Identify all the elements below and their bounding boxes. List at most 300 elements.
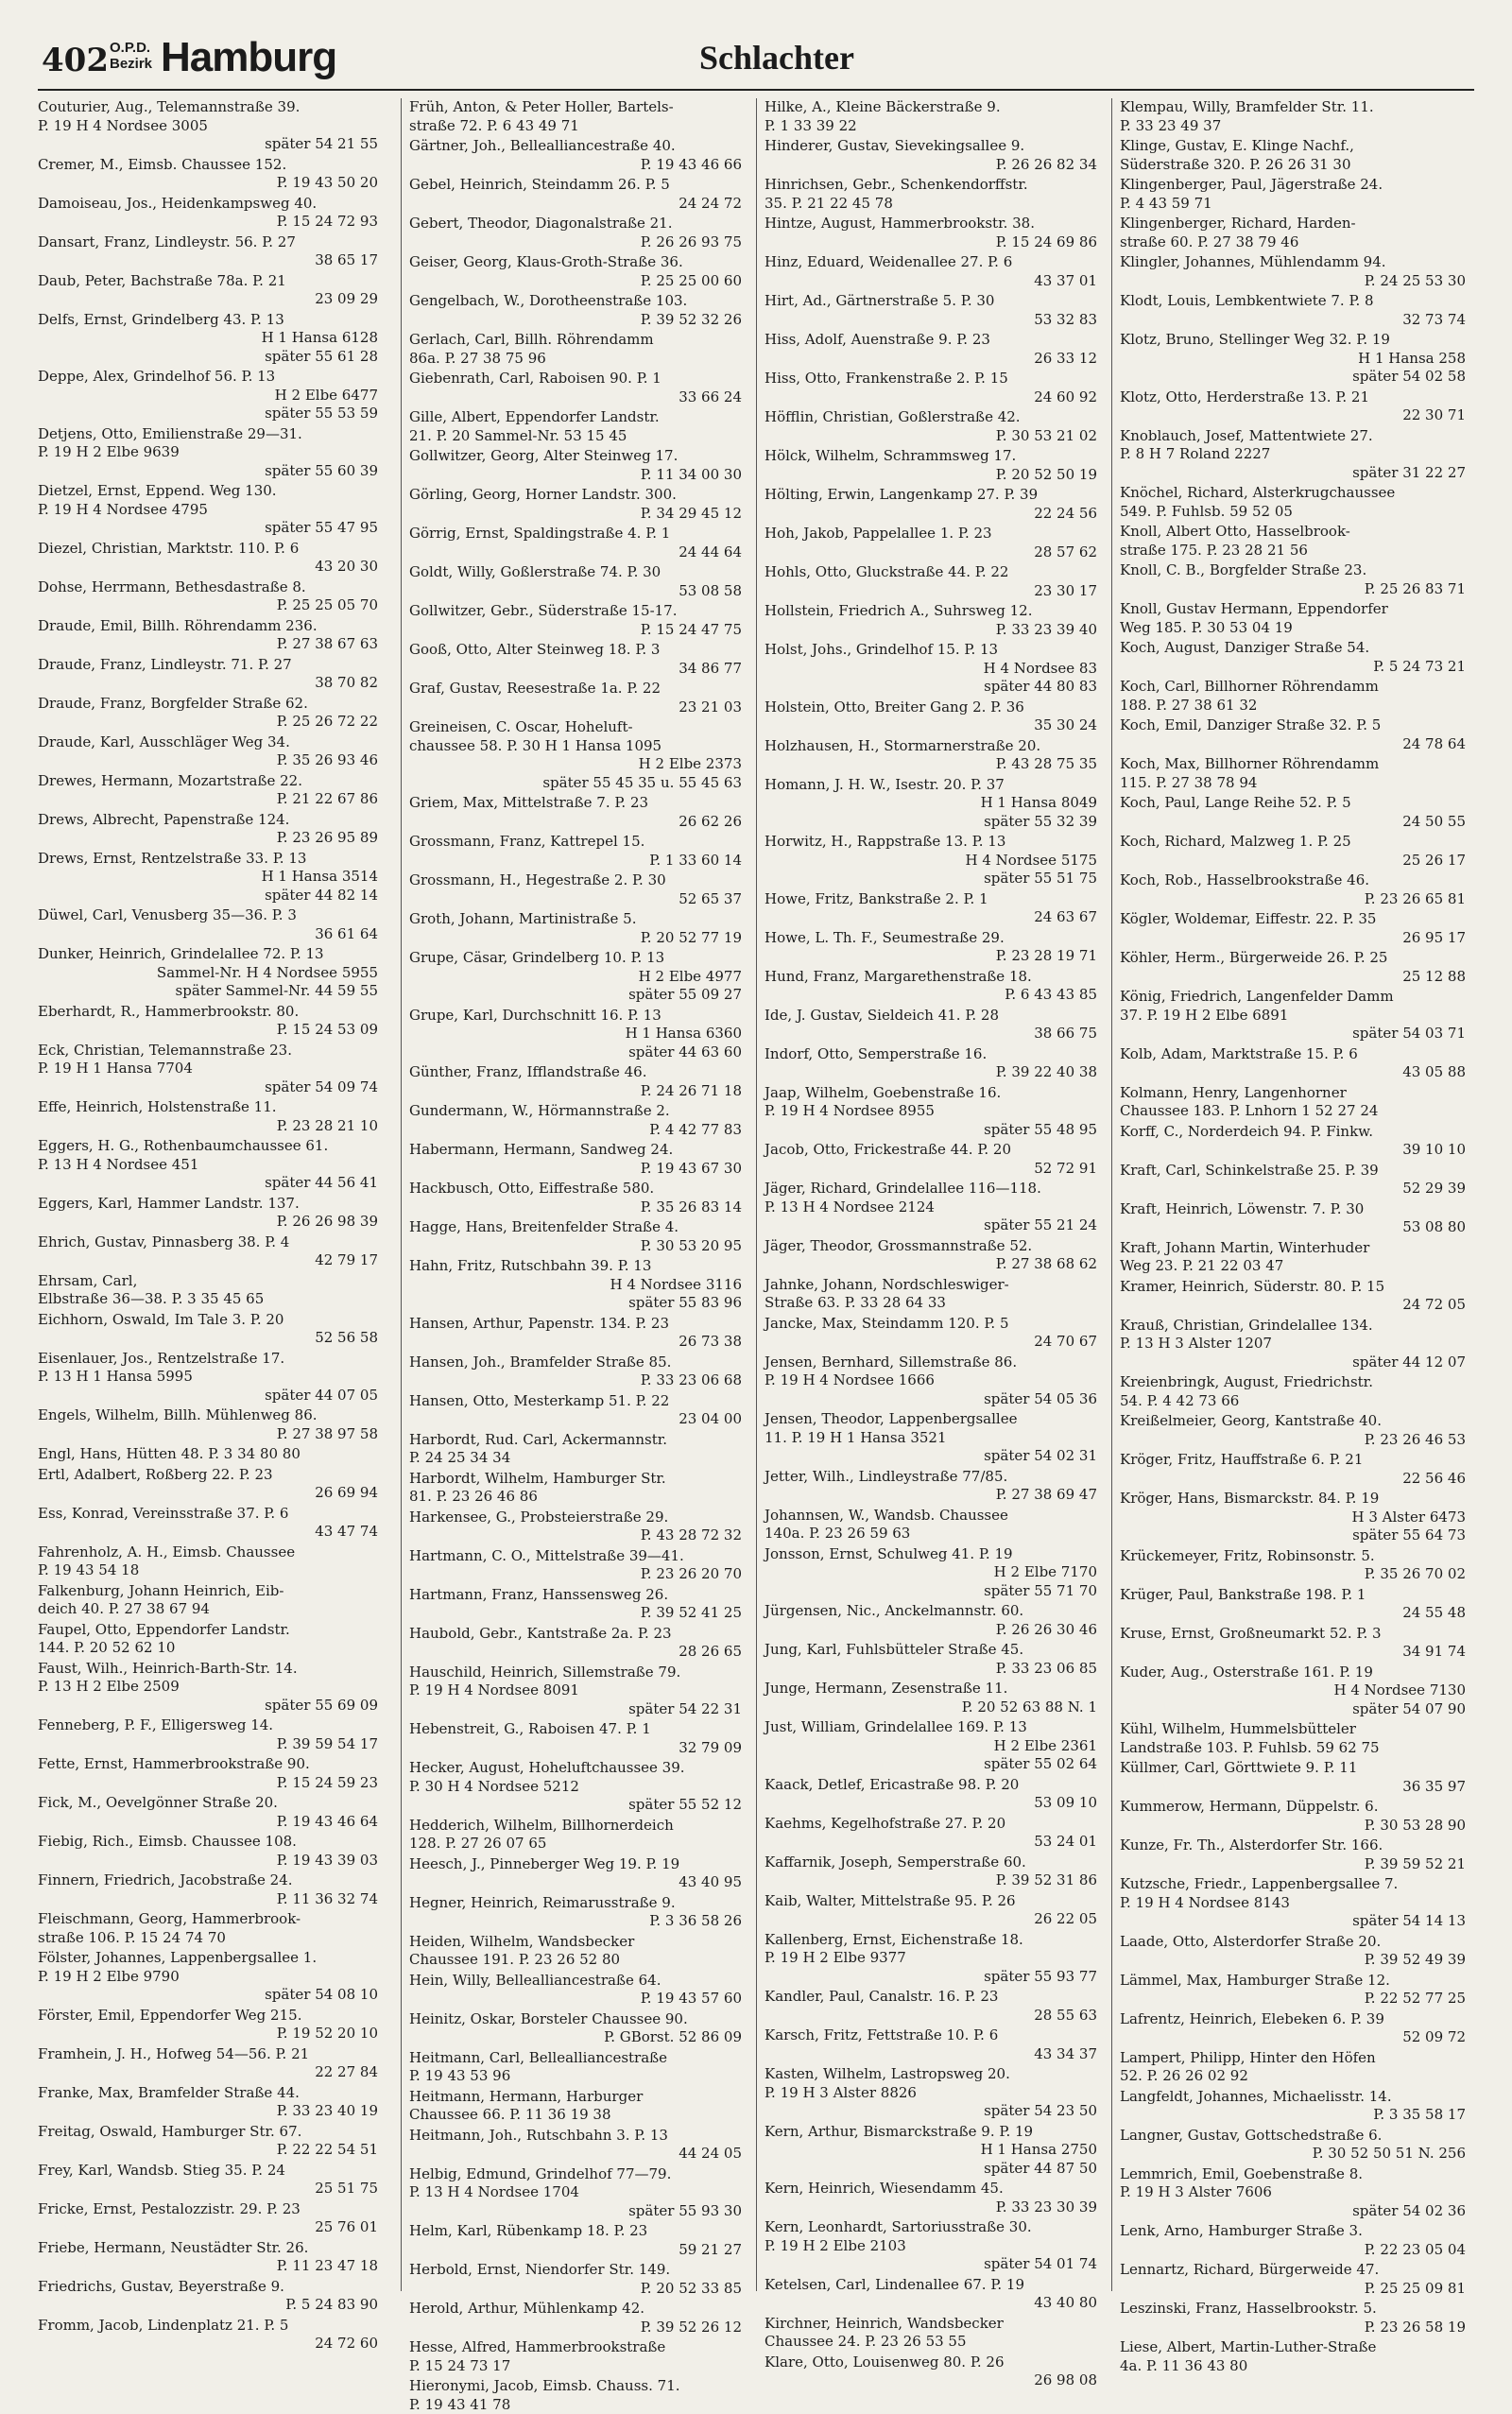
entry-detail-line: 24 72 60 xyxy=(38,2335,389,2354)
entry-detail-line: P. 33 23 40 19 xyxy=(38,2102,389,2121)
entry-name-line: Klinge, Gustav, E. Klinge Nachf., xyxy=(1120,137,1477,156)
directory-entry xyxy=(409,949,753,1005)
entry-detail-line: P. 11 36 32 74 xyxy=(38,1890,389,1909)
directory-entry xyxy=(38,1910,389,1947)
entry-name-line: Jahnke, Johann, Nordschleswiger- xyxy=(765,1276,1108,1295)
directory-entry xyxy=(409,1218,753,1255)
entry-name-line: Hinrichsen, Gebr., Schenkendorffstr. xyxy=(765,176,1108,195)
entry-name-line: Fölster, Johannes, Lappenbergsallee 1. xyxy=(38,1949,389,1968)
entry-name-line: Gebert, Theodor, Diagonalstraße 21. xyxy=(409,215,753,233)
entry-name-line: Heiden, Wilhelm, Wandsbecker xyxy=(409,1933,753,1952)
entry-detail-line: später 54 08 10 xyxy=(38,1986,389,2005)
entry-detail-line: später 55 71 70 xyxy=(765,1582,1108,1601)
directory-entry xyxy=(38,2317,389,2354)
entry-detail-line: später 55 64 73 xyxy=(1120,1526,1477,1545)
entry-detail-line: 26 22 05 xyxy=(765,1910,1108,1929)
entry-name-line: Holzhausen, H., Stormarnerstraße 20. xyxy=(765,737,1108,756)
entry-detail-line: P. 3 35 58 17 xyxy=(1120,2106,1477,2125)
entry-name-line: Fenneberg, P. F., Elligersweg 14. xyxy=(38,1716,389,1735)
entry-name-line: König, Friedrich, Langenfelder Damm xyxy=(1120,988,1477,1007)
directory-entry xyxy=(1120,910,1477,947)
entry-detail-line: 4a. P. 11 36 43 80 xyxy=(1120,2357,1477,2376)
directory-entry xyxy=(1120,639,1477,676)
entry-detail-line: später 54 09 74 xyxy=(38,1078,389,1097)
entry-detail-line: P. 35 26 70 02 xyxy=(1120,1565,1477,1584)
directory-entry xyxy=(38,1833,389,1870)
directory-entry xyxy=(765,215,1108,251)
directory-entry xyxy=(765,1276,1108,1313)
entry-name-line: Drews, Ernst, Rentzelstraße 33. P. 13 xyxy=(38,850,389,869)
entry-name-line: Heitmann, Hermann, Harburger xyxy=(409,2088,753,2107)
entry-detail-line: später 55 93 30 xyxy=(409,2202,753,2221)
directory-entry xyxy=(765,1468,1108,1505)
entry-detail-line: P. 24 25 34 34 xyxy=(409,1449,753,1468)
directory-entry xyxy=(765,1602,1108,1639)
entry-detail-line: später 54 01 74 xyxy=(765,2255,1108,2274)
directory-entry xyxy=(765,698,1108,735)
entry-detail-line: straße 60. P. 27 38 79 46 xyxy=(1120,233,1477,252)
entry-detail-line: P. 11 23 47 18 xyxy=(38,2257,389,2276)
entry-name-line: Kruse, Ernst, Großneumarkt 52. P. 3 xyxy=(1120,1625,1477,1644)
entry-detail-line: 34 91 74 xyxy=(1120,1643,1477,1662)
directory-entry xyxy=(38,1098,389,1135)
entry-name-line: Klingler, Johannes, Mühlendamm 94. xyxy=(1120,253,1477,272)
directory-entry xyxy=(765,1315,1108,1352)
entry-name-line: Geiser, Georg, Klaus-Groth-Straße 36. xyxy=(409,253,753,272)
entry-name-line: Krauß, Christian, Grindelallee 134. xyxy=(1120,1317,1477,1336)
entry-name-line: Lenk, Arno, Hamburger Straße 3. xyxy=(1120,2222,1477,2241)
directory-entry xyxy=(409,1817,753,1854)
entry-detail-line: H 4 Nordsee 3116 xyxy=(409,1276,753,1295)
directory-entry xyxy=(38,772,389,809)
entry-name-line: Helm, Karl, Rübenkamp 18. P. 23 xyxy=(409,2222,753,2241)
directory-entry xyxy=(765,833,1108,888)
entry-detail-line: 38 70 82 xyxy=(38,674,389,693)
entry-name-line: Knoll, C. B., Borgfelder Straße 23. xyxy=(1120,561,1477,580)
entry-name-line: Klingenberger, Richard, Harden- xyxy=(1120,215,1477,233)
directory-entry xyxy=(1120,1412,1477,1449)
opd-label: O.P.D. xyxy=(110,40,150,56)
entry-detail-line: 25 12 88 xyxy=(1120,968,1477,987)
entry-name-line: Jaap, Wilhelm, Goebenstraße 16. xyxy=(765,1084,1108,1103)
entry-detail-line: 43 34 37 xyxy=(765,2045,1108,2064)
entry-name-line: Draude, Karl, Ausschläger Weg 34. xyxy=(38,733,389,752)
entry-name-line: Hinderer, Gustav, Sievekingsallee 9. xyxy=(765,137,1108,156)
entry-name-line: Engels, Wilhelm, Billh. Mühlenweg 86. xyxy=(38,1406,389,1425)
entry-name-line: Kasten, Wilhelm, Lastropsweg 20. xyxy=(765,2065,1108,2084)
directory-entry xyxy=(409,525,753,561)
entry-detail-line: P. 19 H 4 Nordsee 8091 xyxy=(409,1681,753,1700)
entry-detail-line: chaussee 58. P. 30 H 1 Hansa 1095 xyxy=(409,737,753,756)
entry-detail-line: P. 34 29 45 12 xyxy=(409,505,753,524)
entry-name-line: Hein, Willy, Bellealliancestraße 64. xyxy=(409,1972,753,1991)
entry-name-line: Hansen, Otto, Mesterkamp 51. P. 22 xyxy=(409,1392,753,1411)
entry-name-line: Friedrichs, Gustav, Beyerstraße 9. xyxy=(38,2278,389,2297)
entry-name-line: Heinitz, Oskar, Borsteler Chaussee 90. xyxy=(409,2010,753,2029)
entry-name-line: Ertl, Adalbert, Roßberg 22. P. 23 xyxy=(38,1466,389,1485)
entry-name-line: Kallenberg, Ernst, Eichenstraße 18. xyxy=(765,1931,1108,1950)
entry-name-line: Hölck, Wilhelm, Schrammsweg 17. xyxy=(765,447,1108,466)
directory-entry xyxy=(765,1410,1108,1466)
directory-entry xyxy=(1120,1490,1477,1545)
entry-name-line: Hieronymi, Jacob, Eimsb. Chauss. 71. xyxy=(409,2377,753,2396)
directory-entry xyxy=(765,968,1108,1005)
entry-name-line: Gerlach, Carl, Billh. Röhrendamm xyxy=(409,331,753,350)
directory-entry xyxy=(765,525,1108,561)
entry-detail-line: später 44 63 60 xyxy=(409,1043,753,1062)
entry-detail-line: 24 70 67 xyxy=(765,1333,1108,1352)
directory-entry xyxy=(38,1195,389,1232)
entry-detail-line: P. 25 25 09 81 xyxy=(1120,2280,1477,2299)
entry-detail-line: H 2 Elbe 7170 xyxy=(765,1563,1108,1582)
entry-detail-line: P. 3 36 58 26 xyxy=(409,1912,753,1931)
directory-entry xyxy=(38,617,389,654)
entry-name-line: Franke, Max, Bramfelder Straße 44. xyxy=(38,2084,389,2103)
entry-detail-line: P. 33 23 49 37 xyxy=(1120,117,1477,136)
entry-detail-line: 54. P. 4 42 73 66 xyxy=(1120,1392,1477,1411)
entry-name-line: Hegner, Heinrich, Reimarusstraße 9. xyxy=(409,1894,753,1913)
entry-detail-line: 52 09 72 xyxy=(1120,2028,1477,2047)
directory-entry xyxy=(409,2338,753,2375)
directory-entry xyxy=(1120,1162,1477,1198)
entry-name-line: Korff, C., Norderdeich 94. P. Finkw. xyxy=(1120,1123,1477,1142)
entry-detail-line: 23 04 00 xyxy=(409,1410,753,1429)
entry-name-line: Jonsson, Ernst, Schulweg 41. P. 19 xyxy=(765,1545,1108,1564)
entry-name-line: Früh, Anton, & Peter Holler, Bartels- xyxy=(409,98,753,117)
entry-detail-line: P. 19 H 2 Elbe 2103 xyxy=(765,2237,1108,2256)
entry-detail-line: 52. P. 26 26 02 92 xyxy=(1120,2067,1477,2086)
directory-entry xyxy=(409,602,753,639)
directory-entry xyxy=(38,1716,389,1753)
entry-detail-line: P. 22 23 05 04 xyxy=(1120,2241,1477,2260)
directory-entry xyxy=(1120,1084,1477,1121)
entry-name-line: Draude, Franz, Borgfelder Straße 62. xyxy=(38,695,389,714)
directory-entry xyxy=(1120,215,1477,251)
entry-detail-line: P. 39 59 52 21 xyxy=(1120,1855,1477,1874)
directory-entry xyxy=(38,2084,389,2121)
entry-detail-line: 140a. P. 23 26 59 63 xyxy=(765,1525,1108,1543)
entry-detail-line: später 54 03 71 xyxy=(1120,1025,1477,1043)
directory-entry xyxy=(765,98,1108,135)
entry-detail-line: Straße 63. P. 33 28 64 33 xyxy=(765,1294,1108,1313)
entry-detail-line: P. 25 25 00 60 xyxy=(409,272,753,291)
entry-detail-line: deich 40. P. 27 38 67 94 xyxy=(38,1600,389,1619)
entry-detail-line: P. 27 38 67 63 xyxy=(38,635,389,654)
entry-name-line: Kummerow, Hermann, Düppelstr. 6. xyxy=(1120,1798,1477,1817)
entry-detail-line: Chaussee 191. P. 23 26 52 80 xyxy=(409,1951,753,1970)
directory-entry xyxy=(1120,1798,1477,1835)
entry-detail-line: P. 39 22 40 38 xyxy=(765,1063,1108,1082)
entry-detail-line: 44 24 05 xyxy=(409,2145,753,2164)
directory-entry xyxy=(765,2026,1108,2063)
directory-entry xyxy=(1120,176,1477,213)
entry-name-line: Ehrich, Gustav, Pinnasberg 38. P. 4 xyxy=(38,1233,389,1252)
directory-entry xyxy=(765,1141,1108,1178)
entry-name-line: Klotz, Otto, Herderstraße 13. P. 21 xyxy=(1120,388,1477,407)
directory-entry xyxy=(765,1507,1108,1543)
directory-entry xyxy=(409,1509,753,1545)
entry-detail-line: H 2 Elbe 6477 xyxy=(38,387,389,405)
entry-name-line: Liese, Albert, Martin-Luther-Straße xyxy=(1120,2338,1477,2357)
entry-detail-line: P. 33 23 06 85 xyxy=(765,1660,1108,1679)
entry-detail-line: 26 73 38 xyxy=(409,1333,753,1352)
entry-name-line: Heesch, J., Pinneberger Weg 19. P. 19 xyxy=(409,1855,753,1874)
directory-entry xyxy=(409,1180,753,1216)
entry-detail-line: 24 60 92 xyxy=(765,388,1108,407)
entry-name-line: Harbordt, Rud. Carl, Ackermannstr. xyxy=(409,1431,753,1450)
directory-entry xyxy=(38,1272,389,1309)
entry-detail-line: P. 21 22 67 86 xyxy=(38,790,389,809)
entry-name-line: Hecker, August, Hoheluftchaussee 39. xyxy=(409,1759,753,1778)
directory-entry xyxy=(38,1311,389,1348)
entry-detail-line: P. 23 26 58 19 xyxy=(1120,2319,1477,2337)
entry-detail-line: H 2 Elbe 2361 xyxy=(765,1737,1108,1756)
entry-detail-line: P. 24 25 53 30 xyxy=(1120,272,1477,291)
directory-entry xyxy=(409,1972,753,2009)
entry-detail-line: 22 56 46 xyxy=(1120,1470,1477,1489)
entry-detail-line: 24 72 05 xyxy=(1120,1296,1477,1315)
entry-detail-line: P. 19 H 4 Nordsee 3005 xyxy=(38,117,389,136)
directory-entry xyxy=(38,2007,389,2043)
entry-name-line: Köhler, Herm., Bürgerweide 26. P. 25 xyxy=(1120,949,1477,968)
entry-detail-line: 52 65 37 xyxy=(409,890,753,909)
entry-detail-line: P. 39 52 41 25 xyxy=(409,1604,753,1623)
directory-entry xyxy=(1120,2338,1477,2375)
entry-detail-line: P. 13 H 4 Nordsee 1704 xyxy=(409,2183,753,2202)
directory-entry xyxy=(765,1007,1108,1043)
entry-detail-line: P. 15 24 59 23 xyxy=(38,1774,389,1793)
entry-name-line: Hirt, Ad., Gärtnerstraße 5. P. 30 xyxy=(765,292,1108,311)
entry-detail-line: P. 19 H 4 Nordsee 8143 xyxy=(1120,1894,1477,1913)
entry-name-line: Couturier, Aug., Telemannstraße 39. xyxy=(38,98,389,117)
entry-detail-line: P. 20 52 50 19 xyxy=(765,466,1108,485)
entry-detail-line: P. 26 26 82 34 xyxy=(765,156,1108,175)
entry-name-line: Görrig, Ernst, Spaldingstraße 4. P. 1 xyxy=(409,525,753,543)
directory-entry xyxy=(409,1007,753,1062)
directory-entry xyxy=(1120,1625,1477,1662)
entry-name-line: Junge, Hermann, Zesenstraße 11. xyxy=(765,1680,1108,1698)
entry-name-line: Ketelsen, Carl, Lindenallee 67. P. 19 xyxy=(765,2276,1108,2295)
directory-entry xyxy=(409,2127,753,2164)
entry-detail-line: später 55 53 59 xyxy=(38,405,389,423)
directory-entry xyxy=(38,1505,389,1542)
entry-name-line: Falkenburg, Johann Heinrich, Eib- xyxy=(38,1582,389,1601)
directory-entry xyxy=(38,733,389,770)
entry-name-line: Diezel, Christian, Marktstr. 110. P. 6 xyxy=(38,540,389,559)
entry-name-line: Eggers, Karl, Hammer Landstr. 137. xyxy=(38,1195,389,1214)
directory-entry xyxy=(1120,988,1477,1043)
entry-detail-line: H 3 Alster 6473 xyxy=(1120,1509,1477,1527)
directory-entry xyxy=(38,2239,389,2276)
entry-detail-line: 59 21 27 xyxy=(409,2241,753,2260)
directory-entry xyxy=(765,929,1108,966)
entry-name-line: Detjens, Otto, Emilienstraße 29—31. xyxy=(38,425,389,444)
entry-detail-line: P. 20 52 63 88 N. 1 xyxy=(765,1698,1108,1717)
entry-detail-line: 38 66 75 xyxy=(765,1025,1108,1043)
directory-entry xyxy=(1120,2049,1477,2086)
entry-detail-line: P. 19 H 2 Elbe 9377 xyxy=(765,1949,1108,1968)
entry-name-line: Eichhorn, Oswald, Im Tale 3. P. 20 xyxy=(38,1311,389,1330)
entry-detail-line: P. 19 43 54 18 xyxy=(38,1561,389,1580)
entry-name-line: Klodt, Louis, Lembkentwiete 7. P. 8 xyxy=(1120,292,1477,311)
entry-name-line: Hansen, Joh., Bramfelder Straße 85. xyxy=(409,1354,753,1372)
directory-entry xyxy=(38,906,389,943)
column-3 xyxy=(756,98,1108,2291)
entry-detail-line: 43 40 95 xyxy=(409,1873,753,1892)
directory-entry xyxy=(38,2123,389,2160)
directory-entry xyxy=(765,1180,1108,1235)
entry-name-line: Koch, Max, Billhorner Röhrendamm xyxy=(1120,755,1477,774)
entry-name-line: Hagge, Hans, Breitenfelder Straße 4. xyxy=(409,1218,753,1237)
directory-entry xyxy=(765,2276,1108,2313)
entry-detail-line: 86a. P. 27 38 75 96 xyxy=(409,350,753,369)
directory-entry xyxy=(765,1892,1108,1929)
directory-entry xyxy=(765,1718,1108,1774)
entry-detail-line: 26 98 08 xyxy=(765,2371,1108,2390)
entry-detail-line: später 55 52 12 xyxy=(409,1796,753,1815)
entry-name-line: Dunker, Heinrich, Grindelallee 72. P. 13 xyxy=(38,945,389,964)
entry-name-line: Hansen, Arthur, Papenstr. 134. P. 23 xyxy=(409,1315,753,1334)
entry-name-line: Herold, Arthur, Mühlenkamp 42. xyxy=(409,2300,753,2319)
entry-detail-line: 38 65 17 xyxy=(38,251,389,270)
directory-entry xyxy=(765,1641,1108,1678)
directory-entry xyxy=(765,1988,1108,2025)
entry-name-line: Kaack, Detlef, Ericastraße 98. P. 20 xyxy=(765,1776,1108,1795)
directory-entry xyxy=(765,602,1108,639)
directory-entry xyxy=(1120,833,1477,870)
entry-detail-line: später 55 21 24 xyxy=(765,1216,1108,1235)
entry-name-line: Hintze, August, Hammerbrookstr. 38. xyxy=(765,215,1108,233)
directory-entry xyxy=(38,1466,389,1503)
entry-detail-line: 144. P. 20 52 62 10 xyxy=(38,1639,389,1658)
entry-detail-line: P. 43 28 75 35 xyxy=(765,755,1108,774)
entry-detail-line: Chaussee 24. P. 23 26 53 55 xyxy=(765,2333,1108,2352)
entry-detail-line: H 1 Hansa 258 xyxy=(1120,350,1477,369)
directory-entry xyxy=(38,1582,389,1619)
entry-name-line: Hiss, Adolf, Auenstraße 9. P. 23 xyxy=(765,331,1108,350)
listing-columns xyxy=(38,98,1476,2291)
entry-detail-line: 53 09 10 xyxy=(765,1794,1108,1813)
directory-entry xyxy=(409,98,753,135)
directory-entry xyxy=(765,563,1108,600)
directory-entry xyxy=(1120,1759,1477,1796)
entry-name-line: Fleischmann, Georg, Hammerbrook- xyxy=(38,1910,389,1929)
entry-name-line: Knoblauch, Josef, Mattentwiete 27. xyxy=(1120,427,1477,446)
entry-detail-line: später 55 51 75 xyxy=(765,870,1108,888)
entry-detail-line: 26 62 26 xyxy=(409,813,753,832)
entry-detail-line: straße 106. P. 15 24 74 70 xyxy=(38,1929,389,1948)
entry-detail-line: 53 08 80 xyxy=(1120,1218,1477,1237)
entry-name-line: Eck, Christian, Telemannstraße 23. xyxy=(38,1042,389,1060)
column-4 xyxy=(1111,98,1477,2291)
entry-detail-line: 23 09 29 xyxy=(38,290,389,309)
directory-entry xyxy=(409,871,753,908)
entry-detail-line: P. 30 53 28 90 xyxy=(1120,1817,1477,1836)
entry-detail-line: P. 43 28 72 32 xyxy=(409,1526,753,1545)
entry-name-line: Langfeldt, Johannes, Michaelisstr. 14. xyxy=(1120,2088,1477,2107)
entry-detail-line: 11. P. 19 H 1 Hansa 3521 xyxy=(765,1429,1108,1448)
entry-detail-line: 22 30 71 xyxy=(1120,406,1477,425)
entry-detail-line: P. 33 23 06 68 xyxy=(409,1371,753,1390)
entry-name-line: Fiebig, Rich., Eimsb. Chaussee 108. xyxy=(38,1833,389,1852)
entry-detail-line: 35 30 24 xyxy=(765,716,1108,735)
directory-entry xyxy=(409,1664,753,1719)
entry-detail-line: Elbstraße 36—38. P. 3 35 45 65 xyxy=(38,1290,389,1309)
entry-detail-line: später 55 45 35 u. 55 45 63 xyxy=(409,774,753,793)
entry-name-line: Kern, Arthur, Bismarckstraße 9. P. 19 xyxy=(765,2123,1108,2142)
entry-detail-line: 23 21 03 xyxy=(409,698,753,717)
entry-detail-line: P. 25 26 72 22 xyxy=(38,713,389,732)
entry-name-line: Hilke, A., Kleine Bäckerstraße 9. xyxy=(765,98,1108,117)
directory-entry xyxy=(1120,1045,1477,1082)
entry-detail-line: P. 39 52 31 86 xyxy=(765,1871,1108,1890)
entry-detail-line: P. 24 26 71 18 xyxy=(409,1082,753,1101)
directory-entry xyxy=(38,695,389,732)
entry-name-line: Kern, Leonhardt, Sartoriusstraße 30. xyxy=(765,2218,1108,2237)
entry-detail-line: P. 27 38 68 62 xyxy=(765,1255,1108,1274)
entry-name-line: Dietzel, Ernst, Eppend. Weg 130. xyxy=(38,482,389,501)
directory-entry xyxy=(38,1949,389,2005)
entry-name-line: Ehrsam, Carl, xyxy=(38,1272,389,1291)
directory-entry xyxy=(409,1431,753,1468)
directory-entry xyxy=(1120,2088,1477,2125)
entry-name-line: Damoiseau, Jos., Heidenkampsweg 40. xyxy=(38,195,389,214)
entry-detail-line: 25 76 01 xyxy=(38,2218,389,2237)
directory-entry xyxy=(765,408,1108,445)
entry-name-line: Hackbusch, Otto, Eiffestraße 580. xyxy=(409,1180,753,1198)
directory-entry xyxy=(1120,794,1477,831)
entry-detail-line: später 54 02 58 xyxy=(1120,368,1477,387)
directory-entry xyxy=(765,2123,1108,2179)
entry-name-line: Grupe, Cäsar, Grindelberg 10. P. 13 xyxy=(409,949,753,968)
entry-name-line: Koch, Carl, Billhorner Röhrendamm xyxy=(1120,678,1477,697)
directory-entry xyxy=(765,2354,1108,2390)
entry-detail-line: P. 19 H 3 Alster 8826 xyxy=(765,2084,1108,2103)
entry-name-line: Engl, Hans, Hütten 48. P. 3 34 80 80 xyxy=(38,1445,389,1464)
entry-detail-line: P. 26 26 93 75 xyxy=(409,233,753,252)
entry-name-line: Klare, Otto, Louisenweg 80. P. 26 xyxy=(765,2354,1108,2372)
directory-entry xyxy=(1120,716,1477,753)
entry-detail-line: straße 175. P. 23 28 21 56 xyxy=(1120,542,1477,560)
entry-detail-line: Weg 185. P. 30 53 04 19 xyxy=(1120,619,1477,638)
entry-name-line: Karsch, Fritz, Fettstraße 10. P. 6 xyxy=(765,2026,1108,2045)
directory-entry xyxy=(1120,1239,1477,1276)
entry-name-line: Hartmann, Franz, Hanssensweg 26. xyxy=(409,1586,753,1605)
entry-name-line: Gundermann, W., Hörmannstraße 2. xyxy=(409,1102,753,1121)
directory-entry xyxy=(38,1406,389,1443)
entry-name-line: Faupel, Otto, Eppendorfer Landstr. xyxy=(38,1621,389,1640)
entry-detail-line: P. 30 52 50 51 N. 256 xyxy=(1120,2145,1477,2164)
directory-entry xyxy=(1120,1451,1477,1488)
entry-name-line: Hahn, Fritz, Rutschbahn 39. P. 13 xyxy=(409,1257,753,1276)
directory-entry xyxy=(409,563,753,600)
directory-entry xyxy=(409,2222,753,2259)
entry-detail-line: P. 30 H 4 Nordsee 5212 xyxy=(409,1778,753,1797)
directory-entry xyxy=(765,1354,1108,1409)
entry-name-line: Drewes, Hermann, Mozartstraße 22. xyxy=(38,772,389,791)
entry-detail-line: 37. P. 19 H 2 Elbe 6891 xyxy=(1120,1007,1477,1026)
entry-name-line: Johannsen, W., Wandsb. Chaussee xyxy=(765,1507,1108,1526)
entry-detail-line: 26 33 12 xyxy=(765,350,1108,369)
entry-name-line: Kröger, Fritz, Hauffstraße 6. P. 21 xyxy=(1120,1451,1477,1470)
entry-name-line: Eisenlauer, Jos., Rentzelstraße 17. xyxy=(38,1350,389,1369)
directory-entry xyxy=(1120,253,1477,290)
entry-detail-line: P. 33 23 30 39 xyxy=(765,2198,1108,2217)
entry-name-line: Eberhardt, R., Hammerbrookstr. 80. xyxy=(38,1003,389,1022)
entry-detail-line: 35. P. 21 22 45 78 xyxy=(765,195,1108,214)
directory-entry xyxy=(409,292,753,329)
entry-name-line: Just, William, Grindelallee 169. P. 13 xyxy=(765,1718,1108,1737)
